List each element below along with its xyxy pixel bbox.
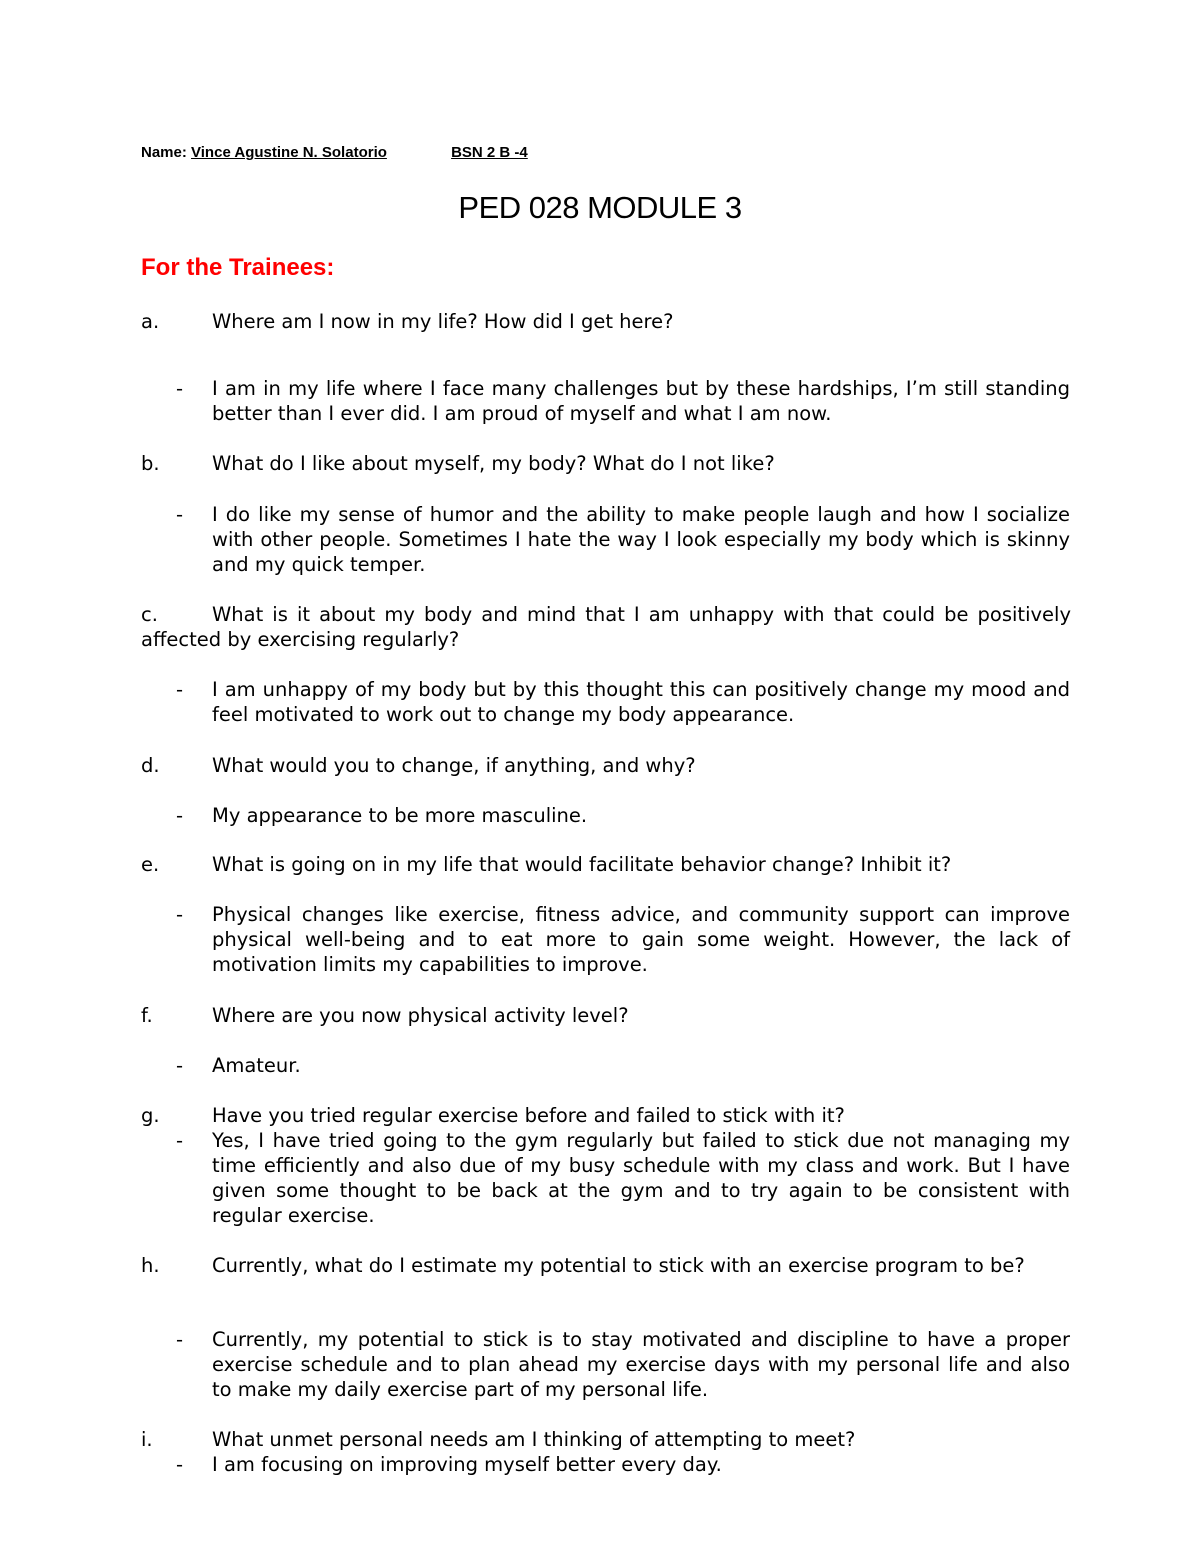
bullet-dash: - (176, 804, 184, 827)
answer-c (176, 677, 1070, 727)
question-label: b. (141, 452, 160, 475)
bullet-dash: - (176, 903, 184, 926)
question-a (141, 309, 1071, 334)
bullet-dash: - (176, 1054, 184, 1077)
answer-text: I do like my sense of humor and the ability to make people laugh and how I socialize with other people. Sometimes I hate the way I look especially my body which is skinny and my quick temper. (212, 503, 1070, 576)
question-text: What unmet personal needs am I thinking of attempting to meet? (212, 1428, 856, 1451)
question-text: Currently, what do I estimate my potential to stick with an exercise program to be? (212, 1254, 1025, 1277)
question-i (141, 1427, 1071, 1452)
name-line (141, 144, 528, 161)
answer-h (176, 1327, 1070, 1402)
question-h (141, 1253, 1071, 1278)
bullet-dash: - (176, 1328, 184, 1351)
answer-text: I am unhappy of my body but by this thought this can positively change my mood and feel motivated to work out to change my body appearance. (212, 678, 1070, 726)
bullet-dash: - (176, 377, 184, 400)
answer-e (176, 902, 1070, 977)
bullet-dash: - (176, 1129, 184, 1152)
question-label: i. (141, 1428, 153, 1451)
bullet-dash: - (176, 1453, 184, 1476)
answer-text: Amateur. (212, 1054, 301, 1077)
answer-text: Yes, I have tried going to the gym regularly but failed to stick due not managing my time efficiently and also due of my busy schedule with my class and work. But I have given some thought to be back at the gym and to try again to be consistent with regular exercise. (212, 1129, 1070, 1227)
question-label: f. (141, 1004, 153, 1027)
answer-g (176, 1128, 1070, 1228)
question-text: What would you to change, if anything, and why? (212, 754, 696, 777)
question-label: e. (141, 853, 160, 876)
question-g (141, 1103, 1071, 1128)
answer-a (176, 376, 1070, 426)
question-text: What do I like about myself, my body? What do I not like? (212, 452, 775, 475)
answer-text: I am in my life where I face many challenges but by these hardships, I’m still standing better than I ever did. I am proud of myself and what I am now. (212, 377, 1070, 425)
question-e (141, 852, 1071, 877)
question-text: Have you tried regular exercise before and failed to stick with it? (212, 1104, 845, 1127)
name-label: Name: (141, 144, 187, 161)
question-text: What is it about my body and mind that I am unhappy with that could be positively affected by exercising regularly? (141, 603, 1071, 651)
question-label: g. (141, 1104, 160, 1127)
question-text: Where are you now physical activity level? (212, 1004, 629, 1027)
question-label: d. (141, 754, 160, 777)
page-title: PED 028 MODULE 3 (458, 190, 742, 225)
question-d (141, 753, 1071, 778)
answer-text: I am focusing on improving myself better every day. (212, 1453, 722, 1476)
question-text: What is going on in my life that would facilitate behavior change? Inhibit it? (212, 853, 952, 876)
answer-i (176, 1452, 1070, 1477)
question-label: a. (141, 310, 160, 333)
question-label: c. (141, 603, 158, 626)
bullet-dash: - (176, 678, 184, 701)
answer-f (176, 1053, 1070, 1078)
section-heading: For the Trainees: (141, 254, 335, 281)
bullet-dash: - (176, 503, 184, 526)
question-c (141, 602, 1071, 652)
student-name: Vince Agustine N. Solatorio (191, 144, 387, 161)
question-b (141, 451, 1071, 476)
section-code: BSN 2 B -4 (451, 144, 528, 161)
answer-d (176, 803, 1070, 828)
answer-text: My appearance to be more masculine. (212, 804, 588, 827)
question-f (141, 1003, 1071, 1028)
answer-text: Currently, my potential to stick is to stay motivated and discipline to have a proper exercise schedule and to plan ahead my exercise days with my personal life and also to make my daily exercise part of my personal life. (212, 1328, 1070, 1401)
question-text: Where am I now in my life? How did I get here? (212, 310, 674, 333)
answer-text: Physical changes like exercise, fitness advice, and community support can improve physical well-being and to eat more to gain some weight. However, the lack of motivation limits my capabilities to improve. (212, 903, 1070, 976)
question-label: h. (141, 1254, 160, 1277)
answer-b (176, 502, 1070, 577)
